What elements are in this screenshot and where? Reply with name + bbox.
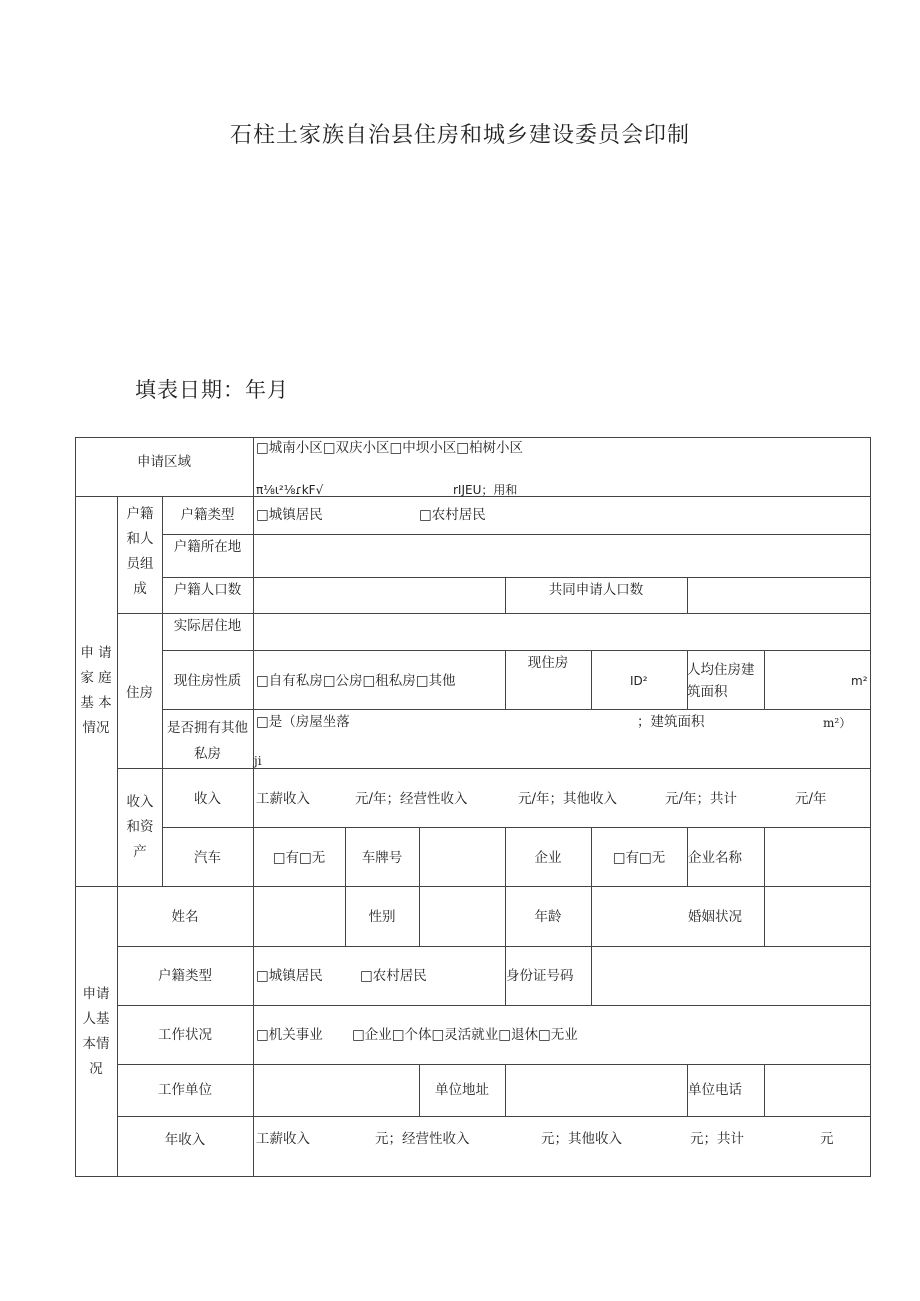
- assets-group-label: 收入 和资 产: [126, 794, 154, 860]
- document-title: 石柱土家族自治县住房和城乡建设委员会印制: [229, 123, 690, 148]
- annual-income-business: 元；经营性收入: [375, 1131, 470, 1147]
- employer-phone-label: 单位电话: [688, 1082, 742, 1098]
- applicant-type-rural[interactable]: □农村居民: [360, 968, 427, 984]
- housing-nature-label: 现住房性质: [173, 673, 242, 689]
- income-label: 收入: [194, 791, 221, 807]
- region-garble-left: π⅛ι²⅛ɾkF√: [256, 483, 324, 497]
- other-property-label: 是否拥有其他私房: [167, 720, 248, 762]
- housing-group-label: 住房: [126, 685, 153, 701]
- income-other: 元/年；其他收入: [518, 791, 618, 807]
- work-status-public[interactable]: □机关事业: [256, 1027, 323, 1043]
- annual-income-label: 年收入: [164, 1132, 206, 1148]
- applicant-type-label: 户籍类型: [158, 968, 212, 984]
- applicant-marital-label: 婚姻状况: [688, 909, 742, 925]
- applicant-gender-label: 性别: [368, 909, 396, 925]
- car-label: 汽车: [194, 850, 221, 866]
- applicant-id-label: 身份证号码: [506, 968, 574, 984]
- joint-applicants-label: 共同申请人口数: [548, 582, 644, 598]
- employer-label: 工作单位: [158, 1082, 212, 1098]
- current-housing-unit: ID²: [630, 674, 648, 688]
- annual-income-total: 元；共计: [690, 1131, 744, 1147]
- region-garble-right: rIJEU；用和: [453, 483, 518, 497]
- employer-address-label: 单位地址: [435, 1082, 489, 1098]
- other-property-area: ；建筑面积: [637, 714, 705, 730]
- current-housing-label: 现住房: [527, 655, 569, 671]
- household-location-label: 户籍所在地: [173, 539, 242, 555]
- other-property-unit: m²）: [823, 716, 852, 730]
- other-property-text[interactable]: □是（房屋坐落: [256, 714, 350, 730]
- household-population-label: 户籍人口数: [173, 582, 242, 598]
- region-label: 申请区域: [137, 454, 191, 470]
- household-group-label: 户籍 和人 员组 成: [126, 506, 154, 597]
- applicant-name-label: 姓名: [171, 909, 199, 925]
- income-total-unit: 元/年: [795, 791, 827, 807]
- company-name-label: 企业名称: [688, 850, 742, 866]
- household-type-rural[interactable]: □农村居民: [419, 507, 486, 523]
- income-total: 元/年；共计: [665, 791, 738, 807]
- fill-date: [135, 374, 289, 404]
- income-business: 元/年；经营性收入: [355, 791, 468, 807]
- family-section-label: 申 请 家 庭 基 本 情况: [80, 645, 112, 736]
- applicant-type-urban[interactable]: □城镇居民: [256, 968, 323, 984]
- region-options[interactable]: □城南小区□双庆小区□中坝小区□柏树小区: [256, 440, 524, 456]
- annual-income-salary: 工薪收入: [256, 1131, 310, 1147]
- income-salary: 工薪收入: [256, 791, 310, 807]
- applicant-age-label: 年龄: [534, 909, 562, 925]
- applicant-section-label: 申请 人基 本情 况: [82, 986, 110, 1077]
- annual-income-total-unit: 元: [820, 1131, 834, 1147]
- work-status-label: 工作状况: [158, 1027, 212, 1043]
- housing-nature-options[interactable]: □自有私房□公房□租私房□其他: [256, 673, 456, 689]
- application-form: [75, 437, 871, 1177]
- fill-date-suffix: 年月: [245, 378, 289, 402]
- plate-label: 车牌号: [361, 850, 403, 866]
- car-options[interactable]: □有□无: [272, 850, 326, 866]
- per-capita-area-unit: m²: [851, 674, 868, 688]
- actual-address-label: 实际居住地: [173, 618, 242, 634]
- work-status-others[interactable]: □企业□个体□灵活就业□退休□无业: [352, 1027, 578, 1043]
- company-options[interactable]: □有□无: [612, 850, 666, 866]
- annual-income-other: 元；其他收入: [541, 1131, 622, 1147]
- company-label: 企业: [534, 850, 562, 866]
- household-type-label: 户籍类型: [180, 507, 235, 523]
- per-capita-area-label: 人均住房建筑面积: [687, 662, 755, 700]
- fill-date-label: 填表日期：: [135, 378, 245, 402]
- other-property-stray: ji: [254, 754, 262, 768]
- household-type-urban[interactable]: □城镇居民: [256, 507, 323, 523]
